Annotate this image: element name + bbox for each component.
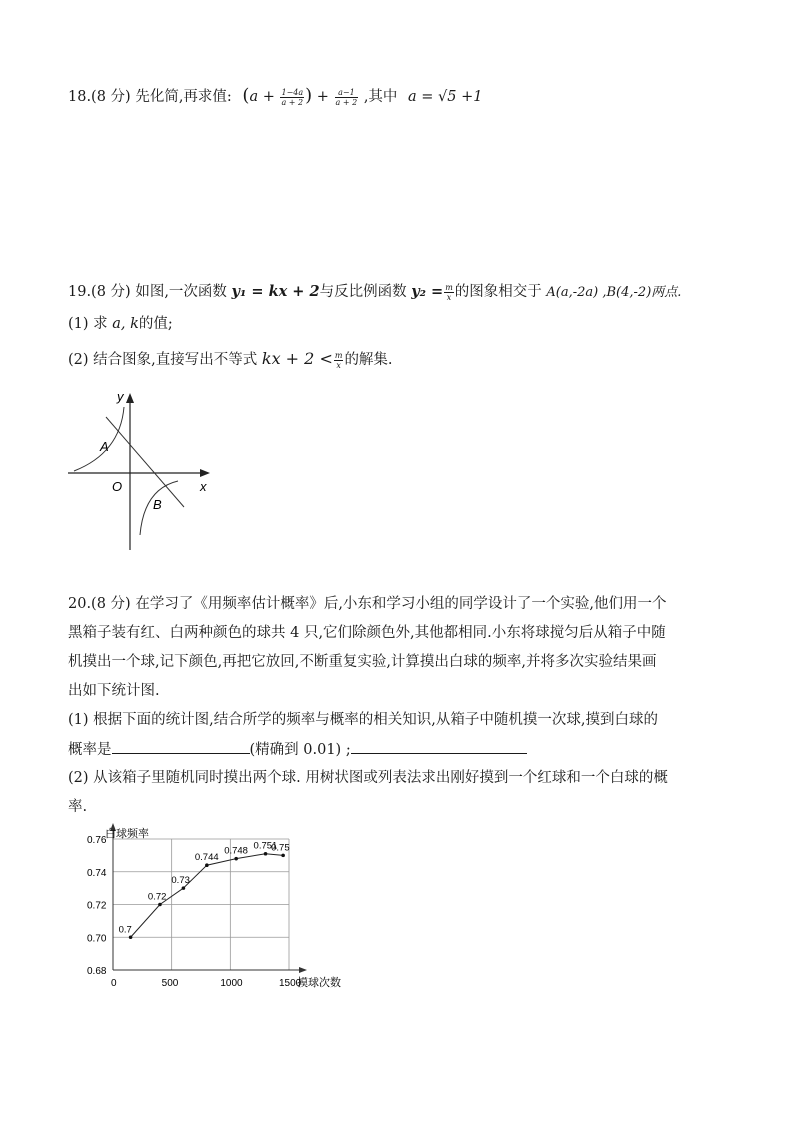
q19-sub2-text: 的解集.: [344, 352, 393, 368]
q18-mid-text: ,其中: [363, 89, 398, 105]
answer-blank-2[interactable]: [351, 739, 527, 754]
x-axis-arrow: [299, 967, 307, 973]
q19-sub1-vars: a, k: [112, 316, 139, 332]
q19-inverse-lhs: y₂ =: [411, 283, 444, 300]
question-19-sub2: [68, 349, 393, 370]
q20-sub2-line1: (2) 从该箱子里随机同时摸出两个球. 用树状图或列表法求出刚好摸到一个红球和一个白球的概: [68, 770, 668, 786]
q20-line1: 20.(8 分) 在学习了《用频率估计概率》后,小东和学习小组的同学设计了一个实验,他们用一个: [68, 596, 667, 612]
data-label: 0.744: [194, 852, 219, 864]
y-tick-label: 0.68: [87, 966, 107, 977]
y-tick-label: 0.76: [87, 835, 107, 846]
x-axis-title: 摸球次数: [297, 977, 341, 989]
x-axis-label: x: [200, 479, 207, 494]
q19-sub1-text: 的值;: [138, 316, 173, 332]
q20-sub2-line2: 率.: [68, 799, 88, 815]
y-axis-arrow: [126, 393, 134, 403]
y-tick-label: 0.70: [87, 933, 107, 945]
x-tick-label: 1500: [279, 978, 302, 989]
x-tick-label: 500: [161, 978, 179, 989]
data-point: [264, 852, 268, 856]
point-a-label: A: [100, 439, 109, 454]
q20-sub1-answer-prefix: 概率是: [68, 742, 112, 758]
data-label: 0.75: [271, 842, 290, 854]
q19-inverse-fraction: $\frac{m}{x}$: [445, 282, 453, 302]
q19-linear-function: y₁ = kx + 2: [231, 283, 320, 300]
q20-line4: 出如下统计图.: [68, 683, 160, 699]
answer-blank-1[interactable]: [112, 739, 250, 754]
q19-points: A(a,-2a) ,B(4,-2)两点.: [546, 285, 682, 300]
data-point: [234, 857, 238, 861]
q19-text-b: 与反比例函数: [319, 284, 407, 300]
q20-line2: 黑箱子装有红、白两种颜色的球共 4 只,它们除颜色外,其他都相同.小东将球搅匀后从箱子中随: [68, 625, 666, 641]
data-label: 0.7: [118, 924, 132, 936]
q20-sub1-line1: (1) 根据下面的统计图,结合所学的频率与概率的相关知识,从箱子中随机摸一次球,摸到白球的: [68, 712, 658, 728]
q19-intro: 19.(8 分) 如图,一次函数: [68, 284, 227, 300]
data-point: [205, 863, 209, 867]
data-point: [281, 854, 285, 858]
y-tick-label: 0.72: [87, 900, 107, 912]
data-point: [129, 935, 133, 939]
q19-function-graph: [60, 385, 220, 560]
q18-prefix: 18.(8 分) 先化简,再求值:: [68, 89, 232, 105]
data-label: 0.748: [224, 845, 248, 857]
q20-sub1-line2: [68, 739, 527, 760]
q18-condition: a = √5 +1: [408, 89, 483, 105]
q19-inequality: kx + 2 <: [261, 349, 333, 368]
y-axis-label: y: [117, 389, 124, 404]
y-axis-title: 白球频率: [105, 828, 149, 840]
q18-expression: (a + $\frac{1-4a}{a + 2}$ ) + $\frac{a-1}{a + 2}$: [242, 85, 358, 107]
q19-text-c: 的图象相交于: [454, 284, 542, 300]
x-tick-label: 0: [111, 978, 117, 989]
point-b-label: B: [153, 497, 162, 512]
data-label: 0.73: [171, 875, 190, 887]
q20-sub1-precision: (精确到 0.01) ;: [249, 742, 351, 758]
origin-label: O: [112, 479, 123, 494]
data-point: [158, 903, 162, 907]
q20-line3: 机摸出一个球,记下颜色,再把它放回,不断重复实验,计算摸出白球的频率,并将多次实验结果画: [68, 654, 657, 670]
data-label: 0.72: [147, 891, 167, 903]
chart-series: [119, 841, 290, 939]
x-tick-label: 1000: [220, 978, 243, 989]
q19-sub1-label: (1) 求: [68, 316, 108, 332]
question-19-sub1: [68, 314, 173, 334]
x-axis-arrow: [200, 469, 210, 477]
y-tick-label: 0.74: [87, 867, 107, 879]
data-point: [182, 886, 186, 890]
q19-sub2-label: (2) 结合图象,直接写出不等式: [68, 352, 258, 368]
q19-inequality-fraction: $\frac{m}{x}$: [334, 350, 343, 370]
white-ball-frequency-chart: [75, 822, 365, 997]
q18-fraction-2: $\frac{a-1}{a + 2}$: [335, 87, 358, 107]
q18-fraction-1: $\frac{1-4a}{a + 2}$: [281, 87, 304, 107]
question-19-line1: [68, 282, 681, 303]
hyperbola-branch-upper-left: [74, 407, 124, 471]
data-label: 0.751: [253, 840, 278, 852]
question-18: [68, 86, 483, 107]
